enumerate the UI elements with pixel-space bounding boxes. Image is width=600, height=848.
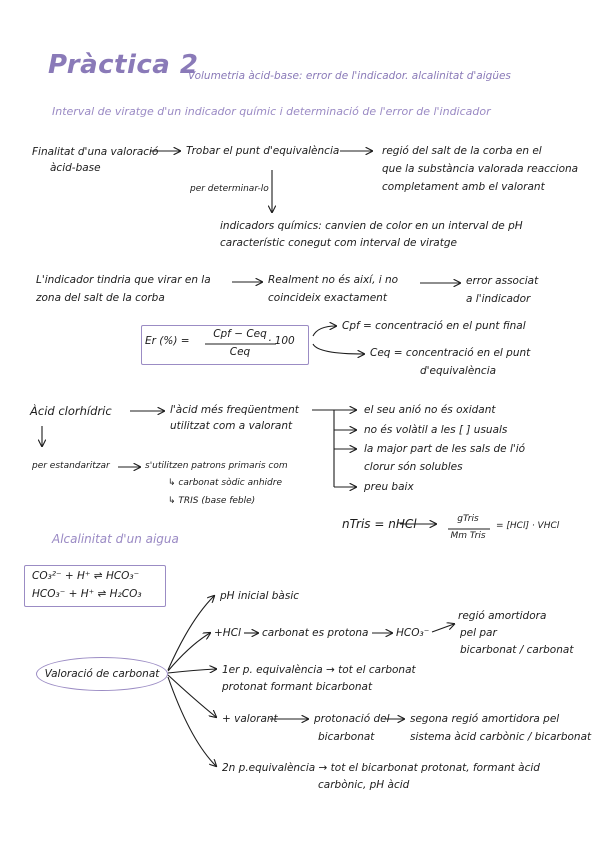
- branch-4c-1: segona regió amortidora pel: [410, 713, 560, 725]
- page-title: Pràctica 2: [48, 50, 199, 80]
- realment-text-2: coincideix exactament: [268, 292, 387, 304]
- indicador-text-2: zona del salt de la corba: [36, 292, 165, 304]
- gtris-denominator: Mm Tris: [450, 531, 486, 541]
- branch-4b-1: protonació del: [314, 713, 390, 725]
- finalitat-text: Finalitat d'una valoració: [32, 146, 159, 158]
- branch-2a: +HCl: [214, 627, 241, 639]
- ceq-definition-2: d'equivalència: [420, 365, 497, 377]
- branch-2d-1: regió amortidora: [458, 610, 547, 622]
- branch-2d-3: bicarbonat / carbonat: [460, 644, 574, 656]
- result-equation: = [HCl] · VHCl: [496, 521, 560, 531]
- regio-text-2: que la substància valorada reacciona: [382, 163, 579, 175]
- gtris-numerator: gTris: [457, 514, 479, 524]
- error-text-1: error associat: [466, 275, 539, 287]
- indicadors-text-2: característic conegut com interval de viratge: [220, 237, 457, 249]
- hook-arrow-icon: ↳: [168, 496, 179, 506]
- error-text-2: a l'indicador: [466, 293, 531, 305]
- branch-5-2: carbònic, pH àcid: [318, 779, 410, 791]
- finalitat-text-2: àcid-base: [50, 162, 101, 174]
- hook-arrow-icon: ↳: [168, 478, 179, 488]
- section-heading-alcalinitat: Alcalinitat d'un aigua: [52, 532, 179, 546]
- reaction-1: CO₃²⁻ + H⁺ ⇌ HCO₃⁻: [32, 570, 140, 582]
- branch-2b: carbonat es protona: [262, 627, 369, 639]
- per-estandaritzar: per estandaritzar: [32, 461, 110, 471]
- patro-2-label: TRIS (base feble): [178, 496, 256, 506]
- regio-text-3: completament amb el valorant: [382, 181, 545, 193]
- reason-2: no és volàtil a les [ ] usuals: [364, 424, 508, 436]
- page-subtitle: Volumetria àcid-base: error de l'indicador. alcalinitat d'aigües: [188, 70, 511, 82]
- branch-3-1: 1er p. equivalència → tot el carbonat: [222, 664, 416, 676]
- patro-1-label: carbonat sòdic anhidre: [178, 478, 282, 488]
- ceq-definition-1: Ceq = concentració en el punt: [370, 347, 531, 359]
- reason-1: el seu anió no és oxidant: [364, 404, 496, 416]
- acid-desc-1: l'àcid més freqüentment: [170, 404, 299, 416]
- indicadors-text-1: indicadors químics: canvien de color en un interval de pH: [220, 220, 523, 232]
- cpf-definition: Cpf = concentració en el punt final: [342, 320, 526, 332]
- patrons-text: s'utilitzen patrons primaris com: [145, 461, 288, 471]
- indicador-text-1: L'indicador tindria que virar en la: [36, 274, 211, 286]
- branch-4a: + valorant: [222, 713, 278, 725]
- reason-3b: clorur són solubles: [364, 461, 463, 473]
- formula-numerator: Cpf − Ceq: [213, 328, 267, 340]
- branch-2d-2: pel par: [460, 627, 497, 639]
- branch-5-1: 2n p.equivalència → tot el bicarbonat protonat, formant àcid: [222, 762, 540, 774]
- acid-desc-2: utilitzat com a valorant: [170, 420, 293, 432]
- acid-text: Àcid clorhídric: [30, 404, 112, 418]
- formula-multiplier: · 100: [268, 335, 295, 347]
- branch-3-2: protonat formant bicarbonat: [222, 681, 373, 693]
- branch-2c: HCO₃⁻: [396, 627, 430, 639]
- ntris-equation: nTris = nHCl: [342, 517, 417, 531]
- realment-text-1: Realment no és així, i no: [268, 274, 399, 286]
- formula-left: Er (%) =: [145, 335, 190, 347]
- regio-text-1: regió del salt de la corba en el: [382, 145, 542, 157]
- branch-1: pH inicial bàsic: [220, 590, 300, 602]
- formula-denominator: Ceq: [229, 346, 251, 358]
- reaction-2: HCO₃⁻ + H⁺ ⇌ H₂CO₃: [32, 588, 142, 600]
- branch-4c-2: sistema àcid carbònic / bicarbonat: [410, 731, 592, 743]
- trobar-text: Trobar el punt d'equivalència: [186, 145, 340, 157]
- reason-3a: la major part de les sals de l'ió: [364, 443, 526, 455]
- section-heading-indicator: Interval de viratge d'un indicador químic i determinació de l'error de l'indicador: [52, 105, 491, 118]
- per-determinar-text: per determinar-lo: [190, 184, 269, 194]
- valoracio-carbonat-label: Valoració de carbonat: [44, 668, 160, 680]
- reason-4: preu baix: [364, 481, 414, 493]
- branch-4b-2: bicarbonat: [318, 731, 375, 743]
